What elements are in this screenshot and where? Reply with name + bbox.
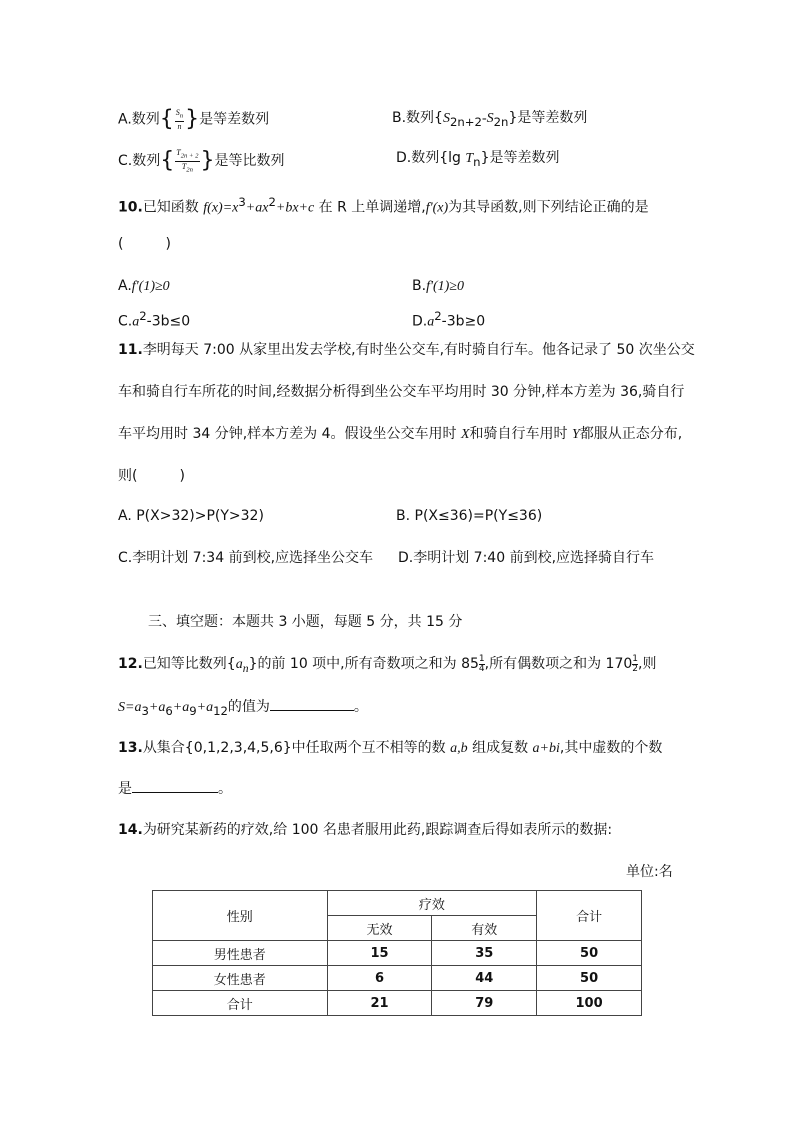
q12-answer-blank[interactable] (270, 696, 354, 711)
q11-option-a: A. P(X>32)>P(Y>32) (118, 508, 264, 524)
q9-option-b: B.数列$\{S_{2n+2}-S_{2n}\}$是等差数列 (392, 110, 588, 129)
q12-fraction-1: $\frac{1}{4}$ (478, 653, 485, 674)
header-no-effect: 无效 (327, 916, 432, 941)
q9-a-fraction: $\frac{S_n}{n}$ (175, 108, 184, 131)
header-has-effect: 有效 (432, 916, 537, 941)
q13-stem-line1: 13.从集合{0,1,2,3,4,5,6}中任取两个互不相等的数 a,b 组成复数 a+bi,其中虚数的个数 (118, 740, 663, 756)
cell-total: 50 (537, 966, 642, 991)
q14-stem: 14.为研究某新药的疗效,给 100 名患者服用此药,跟踪调查后得如表所示的数据: (118, 822, 613, 838)
q9-c-fraction: $\frac{T_{2n + 2}}{T_{2n}}$ (176, 148, 199, 174)
cell-total: 50 (537, 941, 642, 966)
q13-answer-blank[interactable] (132, 778, 218, 793)
q10-option-c: $C.a^2-3b\le 0$ (118, 309, 191, 330)
q10-answer-paren: ( ) (118, 236, 171, 252)
cell-has-effect: 35 (432, 941, 537, 966)
q9-option-d: D.数列{lg $T_n$}是等差数列 (396, 150, 560, 169)
table-row (153, 966, 642, 991)
q11-stem-line1: 11.李明每天 7:00 从家里出发去学校,有时坐公交车,有时骑自行车。他各记录了 50 次坐公交 (118, 342, 695, 358)
q10-stem: 10.已知函数 $f(x)=x^3+ax^2+bx+c$ 在 R 上单调递增,f'(x)为其导函数,则下列结论正确的是 (118, 195, 649, 216)
q10-option-b: B.f'(1)≥0 (412, 278, 464, 294)
q11-option-c: C.李明计划 7:34 前到校,应选择坐公交车 (118, 550, 374, 566)
table-row (153, 991, 642, 1016)
table-row (153, 941, 642, 966)
header-effect: 疗效 (327, 891, 537, 916)
q9-option-c: C.数列{ $\frac{T_{2n + 2}}{T_{2n}}$ }是等比数列 (118, 148, 285, 174)
q12-stem-line2: $S=a_3+a_6+a_9+a_{12}$的值为 。 (118, 696, 368, 721)
q10-option-d: $D.a^2-3b\ge 0$ (412, 309, 486, 330)
row-label: 女性患者 (153, 966, 328, 991)
q11-stem-line2: 车和骑自行车所花的时间,经数据分析得到坐公交车平均用时 30 分钟,样本方差为 36,骑自行 (118, 384, 685, 400)
q12-fraction-2: $\frac{1}{2}$ (632, 653, 638, 674)
cell-no-effect: 6 (327, 966, 432, 991)
section-heading: 三、填空题：本题共 3 小题，每题 5 分，共 15 分 (148, 614, 463, 630)
q11-option-b: B. P(X≤36)=P(Y≤36) (396, 508, 543, 524)
q10-option-a: A.f'(1)≥0 (118, 278, 170, 294)
cell-no-effect: 21 (327, 991, 432, 1016)
row-label: 男性患者 (153, 941, 328, 966)
q11-stem-line3: 车平均用时 34 分钟,样本方差为 4。假设坐公交车用时 X和骑自行车用时 Y都服从正态分布, (118, 426, 683, 442)
q14-unit-label: 单位:名 (626, 864, 673, 880)
q9-option-a: A.数列{ $\frac{S_n}{n}$ }是等差数列 (118, 106, 270, 132)
cell-no-effect: 15 (327, 941, 432, 966)
q11-stem-line4: 则( ) (118, 468, 185, 484)
header-gender: 性别 (153, 891, 328, 941)
q14-data-table (152, 890, 642, 1016)
cell-has-effect: 79 (432, 991, 537, 1016)
cell-total: 100 (537, 991, 642, 1016)
q11-option-d: D.李明计划 7:40 前到校,应选择骑自行车 (398, 550, 655, 566)
row-label: 合计 (153, 991, 328, 1016)
q13-stem-line2: 是 。 (118, 778, 232, 799)
q12-stem-line1: 12.已知等比数列$\{a_n\}$的前 10 项中,所有奇数项之和为 85 $\frac{1}{4}$ ,所有偶数项之和为 170 $\frac{1}{2}$ ,则 (118, 653, 657, 675)
header-total: 合计 (537, 891, 642, 941)
cell-has-effect: 44 (432, 966, 537, 991)
